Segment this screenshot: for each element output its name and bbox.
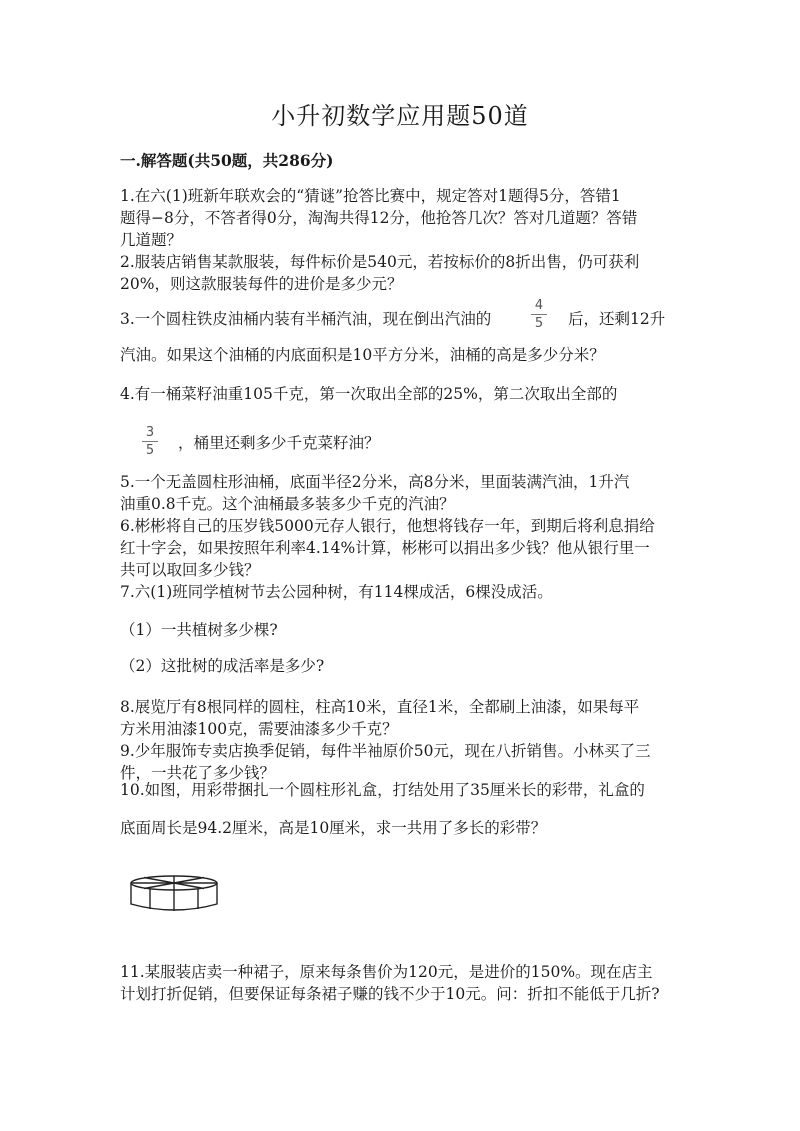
question-11-line-1: 11.某服装店卖一种裙子，原来每条售价为120元，是进价的150%。现在店主 [120, 963, 653, 981]
section-heading: 一.解答题(共50题，共286分) [120, 151, 334, 170]
question-3-line-2: 汽油。如果这个油桶的内底面积是10平方分米，油桶的高是多少分米？ [120, 346, 605, 364]
question-6-line-3: 共可以取回多少钱？ [120, 561, 260, 579]
question-2-line-2: 20%，则这款服装每件的进价是多少元？ [120, 275, 403, 293]
cylinder-gift-box-figure [128, 872, 220, 914]
question-7-line-1: 7.六(1)班同学植树节去公园种树，有114棵成活，6棵没成活。 [120, 583, 553, 601]
question-6-line-1: 6.彬彬将自己的压岁钱5000元存人银行，他想将钱存一年，到期后将利息捐给 [120, 517, 655, 535]
question-10-line-2: 底面周长是94.2厘米，高是10厘米，求一共用了多长的彩带？ [120, 819, 547, 837]
fraction-numerator: 4 [531, 299, 547, 315]
question-5-line-1: 5.一个无盖圆柱形油桶，底面半径2分米，高8分米，里面装满汽油，1升汽 [120, 473, 630, 491]
fraction-three-fifths [142, 426, 158, 459]
question-1-line-3: 几道题？ [120, 231, 183, 249]
fraction-denominator: 5 [145, 443, 155, 458]
fraction-four-fifths [531, 299, 547, 332]
question-5-line-2: 油重0.8千克。这个油桶最多装多少千克的汽油？ [120, 495, 455, 513]
question-8-line-1: 8.展览厅有8根同样的圆柱，柱高10米，直径1米，全都刷上油漆，如果每平 [120, 698, 640, 716]
question-1-line-1: 1.在六(1)班新年联欢会的“猜谜”抢答比赛中，规定答对1题得5分，答错1 [120, 187, 621, 205]
question-9-line-1: 9.少年服饰专卖店换季促销，每件半袖原价50元，现在八折销售。小林买了三 [120, 742, 651, 760]
question-8-line-2: 方米用油漆100克，需要油漆多少千克？ [120, 720, 398, 738]
question-2-line-1: 2.服装店销售某款服装，每件标价是540元，若按标价的8折出售，仍可获利 [120, 253, 640, 271]
fraction-denominator: 5 [534, 316, 544, 331]
question-3-line-1a: 3.一个圆柱铁皮油桶内装有半桶汽油，现在倒出汽油的 [120, 310, 492, 328]
page-title: 小升初数学应用题50道 [271, 102, 529, 130]
question-3-line-1b: 后，还剩12升 [568, 310, 666, 328]
question-9-line-2: 件，一共花了多少钱？ [120, 764, 276, 782]
question-10-line-1: 10.如图，用彩带捆扎一个圆柱形礼盒，打结处用了35厘米长的彩带，礼盒的 [120, 781, 645, 799]
question-4-line-1: 4.有一桶菜籽油重105千克，第一次取出全部的25%，第二次取出全部的 [120, 385, 618, 403]
question-11-line-2: 计划打折促销，但要保证每条裙子赚的钱不少于10元。问：折扣不能低于几折? [120, 985, 660, 1003]
question-7-sub-1: （1）一共植树多少棵? [120, 621, 278, 639]
question-7-sub-2: （2）这批树的成活率是多少? [120, 657, 325, 675]
question-6-line-2: 红十字会，如果按照年利率4.14%计算，彬彬可以捐出多少钱？他从银行里一 [120, 539, 650, 557]
question-1-line-2: 题得−8分，不答者得0分，淘淘共得12分，他抢答几次？答对几道题？答错 [120, 209, 638, 227]
fraction-numerator: 3 [142, 426, 158, 442]
question-4-line-2: ，桶里还剩多少千克菜籽油？ [178, 434, 380, 452]
